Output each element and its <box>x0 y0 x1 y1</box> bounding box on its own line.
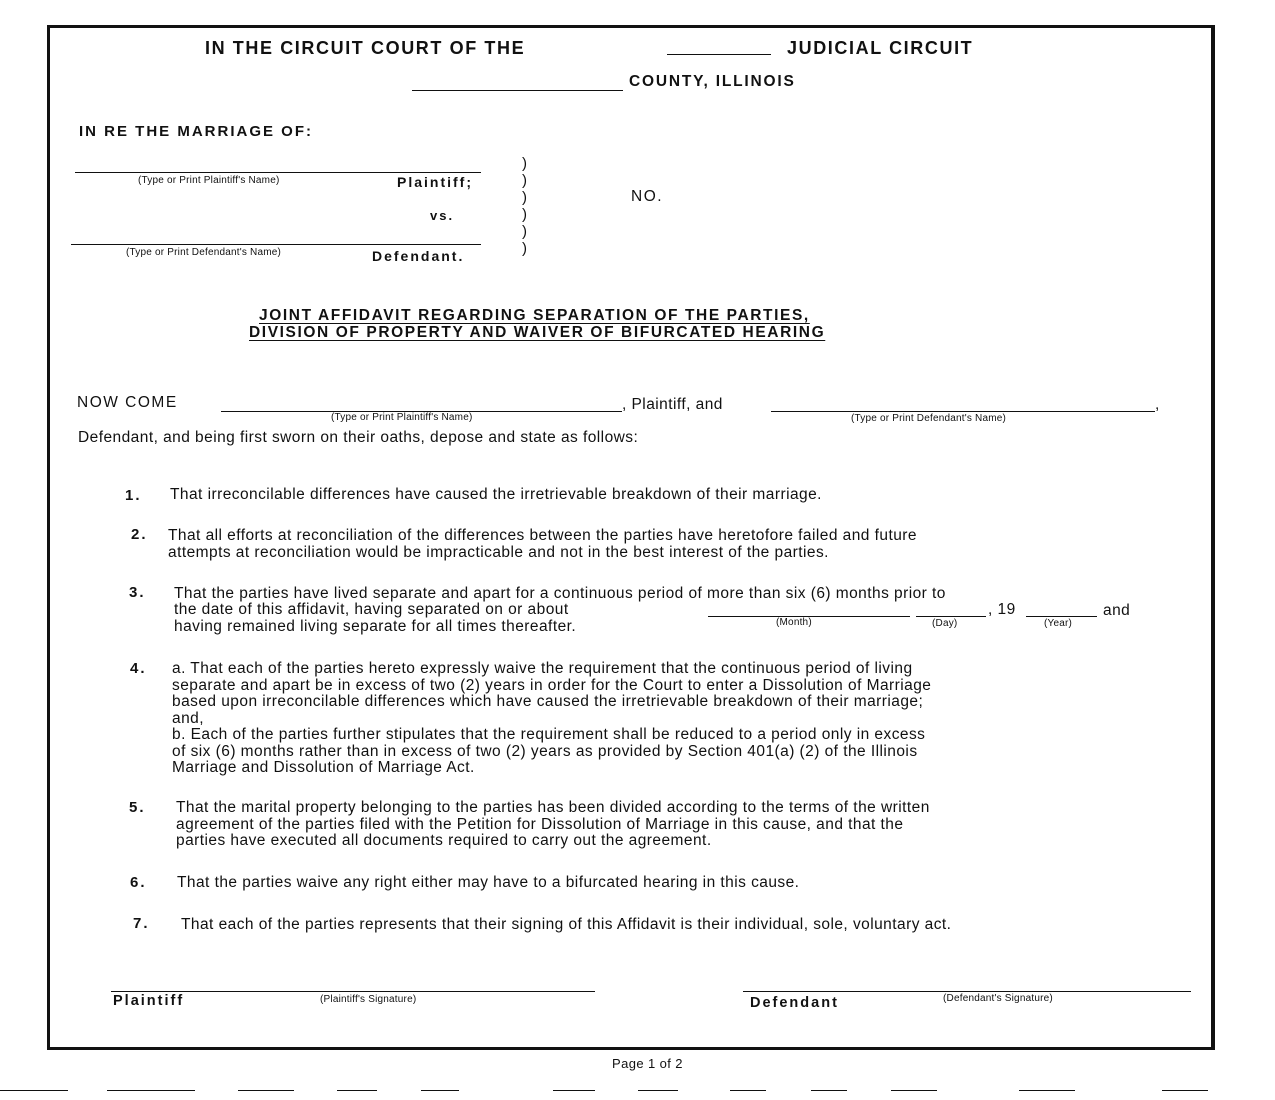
paragraph-line: based upon irreconcilable differences which have caused the irretrievable breakdown of their marriage; <box>172 693 924 710</box>
now-come-text: NOW COME <box>77 394 178 411</box>
scan-artifact-dash <box>811 1090 847 1091</box>
scan-artifact-dash <box>891 1090 937 1091</box>
in-re-heading: IN RE THE MARRIAGE OF: <box>79 123 313 140</box>
plaintiff-name-line[interactable] <box>75 172 481 173</box>
paragraph-line: agreement of the parties filed with the Petition for Dissolution of Marriage in this cause, and that the <box>176 815 904 833</box>
county-label: COUNTY, ILLINOIS <box>629 73 796 90</box>
paragraph-line: and, <box>172 709 204 727</box>
paragraph-line: attempts at reconciliation would be impracticable and not in the best interest of the parties. <box>168 543 829 561</box>
caption-paren: ) <box>522 172 527 189</box>
paragraph-3-line3: having remained living separate for all times thereafter. <box>174 618 577 635</box>
plaintiff-signature-caption: (Plaintiff's Signature) <box>320 994 417 1005</box>
intro-defendant-name-line[interactable] <box>771 411 1155 412</box>
paragraph-3-and: and <box>1103 602 1131 619</box>
defendant-name-caption: (Type or Print Defendant's Name) <box>126 247 282 258</box>
defendant-signature-label: Defendant <box>750 995 839 1011</box>
paragraph-6-number: 6. <box>130 874 147 891</box>
plaintiff-and-text: , Plaintiff, and <box>622 396 723 413</box>
paragraph-line: That the marital property belonging to the parties has been divided according to the terms of the written <box>176 799 930 816</box>
defendant-signature-caption: (Defendant's Signature) <box>943 993 1053 1004</box>
circuit-number-blank[interactable] <box>667 54 771 55</box>
intro-defendant-caption: (Type or Print Defendant's Name) <box>851 413 1007 424</box>
case-number-label: NO. <box>631 188 664 205</box>
scan-artifact-dash <box>638 1090 678 1091</box>
scan-artifact-dash <box>337 1090 377 1091</box>
paragraph-5-number: 5. <box>129 799 146 816</box>
scan-artifact-dash <box>553 1090 595 1091</box>
paragraph-line: b. Each of the parties further stipulates that the requirement shall be reduced to a period only in excess <box>172 726 926 743</box>
year-caption: (Year) <box>1044 618 1073 629</box>
paragraph-1-number: 1. <box>125 487 142 504</box>
separation-day-blank[interactable] <box>916 616 986 617</box>
paragraph-4-number: 4. <box>130 660 147 677</box>
plaintiff-signature-line[interactable] <box>111 991 595 992</box>
scan-artifact-dash <box>238 1090 294 1091</box>
county-name-blank[interactable] <box>412 90 623 91</box>
intro-oath-text: Defendant, and being first sworn on their oaths, depose and state as follows: <box>78 429 639 446</box>
paragraph-7-text: That each of the parties represents that their signing of this Affidavit is their individual, sole, voluntary act. <box>181 916 952 933</box>
scan-artifact-dash <box>730 1090 766 1091</box>
paragraph-line: That all efforts at reconciliation of the differences between the parties have heretofore failed and future <box>168 527 917 544</box>
scan-artifact-dash <box>1162 1090 1208 1091</box>
defendant-signature-line[interactable] <box>743 991 1191 992</box>
separation-year-blank[interactable] <box>1026 616 1097 617</box>
paragraph-line: a. That each of the parties hereto expressly waive the requirement that the continuous period of living <box>172 660 913 677</box>
paragraph-7-number: 7. <box>133 915 150 932</box>
caption-paren: ) <box>522 240 527 257</box>
paragraph-2-text <box>168 528 917 561</box>
scan-artifact-dash <box>1019 1090 1075 1091</box>
page-number: Page 1 of 2 <box>612 1056 683 1071</box>
intro-plaintiff-caption: (Type or Print Plaintiff's Name) <box>331 412 473 423</box>
paragraph-line: parties have executed all documents required to carry out the agreement. <box>176 832 712 849</box>
caption-paren: ) <box>522 155 527 172</box>
caption-paren: ) <box>522 223 527 240</box>
plaintiff-name-caption: (Type or Print Plaintiff's Name) <box>138 175 280 186</box>
scan-artifact-dash <box>0 1090 68 1091</box>
versus-label: vs. <box>430 208 455 223</box>
court-header-prefix: IN THE CIRCUIT COURT OF THE <box>205 38 526 58</box>
caption-paren: ) <box>522 189 527 206</box>
paragraph-3-line1: That the parties have lived separate and apart for a continuous period of more than six (6) months prior to <box>174 585 946 602</box>
scan-artifact-dash <box>107 1090 195 1091</box>
month-caption: (Month) <box>776 617 812 628</box>
plaintiff-signature-label: Plaintiff <box>113 993 185 1009</box>
document-title-line1: JOINT AFFIDAVIT REGARDING SEPARATION OF THE PARTIES, <box>259 307 810 324</box>
paragraph-line: separate and apart be in excess of two (2) years in order for the Court to enter a Dissolution of Marriage <box>172 676 932 694</box>
defendant-label: Defendant. <box>372 248 465 264</box>
document-title-line2: DIVISION OF PROPERTY AND WAIVER OF BIFURCATED HEARING <box>249 324 826 341</box>
caption-paren: ) <box>522 206 527 223</box>
day-caption: (Day) <box>932 618 958 629</box>
paragraph-6-text: That the parties waive any right either may have to a bifurcated hearing in this cause. <box>177 874 800 891</box>
intro-comma: , <box>1155 396 1160 413</box>
court-header-suffix: JUDICIAL CIRCUIT <box>787 38 974 58</box>
paragraph-line: of six (6) months rather than in excess of two (2) years as provided by Section 401(a) (2) of the Illinois <box>172 742 918 760</box>
paragraph-5-text <box>176 800 930 850</box>
plaintiff-label: Plaintiff; <box>397 174 473 190</box>
paragraph-3-number: 3. <box>129 584 146 601</box>
paragraph-line: Marriage and Dissolution of Marriage Act. <box>172 759 475 776</box>
paragraph-3-line2: the date of this affidavit, having separated on or about <box>174 601 569 618</box>
scan-artifact-dash <box>421 1090 459 1091</box>
year-prefix-text: , 19 <box>988 601 1016 618</box>
paragraph-1-text: That irreconcilable differences have caused the irretrievable breakdown of their marriage. <box>170 486 822 503</box>
defendant-name-line[interactable] <box>71 244 481 245</box>
paragraph-4-text <box>172 661 931 777</box>
paragraph-2-number: 2. <box>131 526 148 543</box>
